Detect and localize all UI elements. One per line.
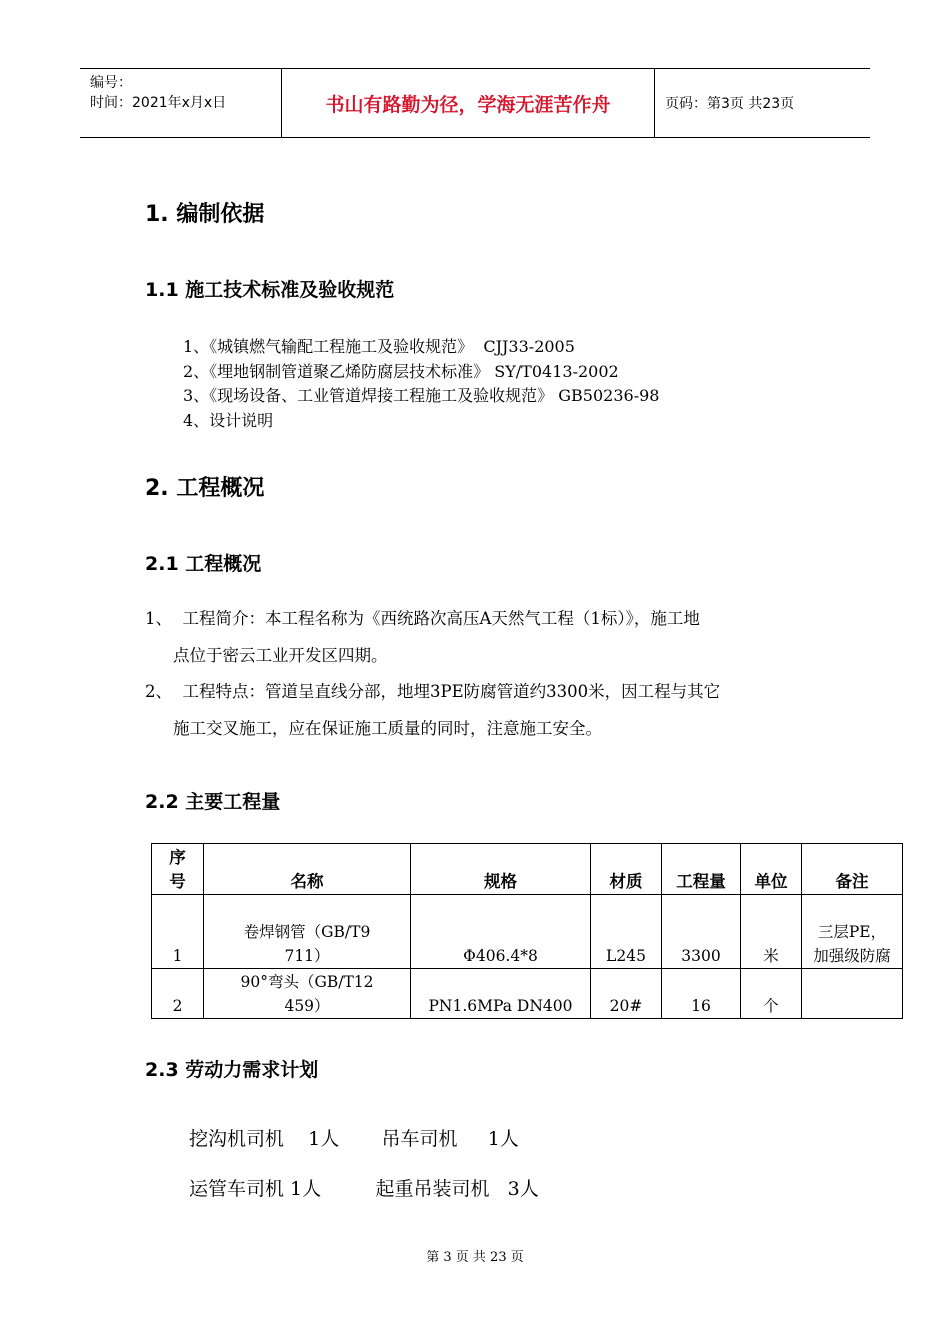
table-header-cell: 材质	[591, 844, 662, 895]
table-cell: 20#	[591, 969, 662, 1019]
labor-row: 运管车司机 1人 起重吊装司机 3人	[189, 1178, 539, 1200]
number-label: 编号：	[90, 75, 132, 91]
table-header-cell: 名称	[204, 844, 411, 895]
table-cell: 三层PE，加强级防腐	[802, 895, 903, 969]
time-label: 时间：2021年x月x日	[90, 95, 227, 111]
table-cell: 16	[662, 969, 741, 1019]
section-2-2-title: 2.2 主要工程量	[145, 791, 281, 813]
section-1-title: 1. 编制依据	[145, 202, 265, 227]
paragraph-line: 1、 工程简介：本工程名称为《西统路次高压A天然气工程（1标）》，施工地	[145, 609, 700, 628]
table-cell: 米	[741, 895, 802, 969]
list-item: 1、《城镇燃气输配工程施工及验收规范》 CJJ33-2005	[183, 337, 575, 356]
table-cell: 卷焊钢管（GB/T9711）	[204, 895, 411, 969]
table-header-cell: 单位	[741, 844, 802, 895]
project-intro-paragraph	[145, 600, 825, 674]
standards-list	[183, 335, 659, 433]
header-page-info: 页码：第3页 共23页	[665, 96, 795, 112]
list-item: 3、《现场设备、工业管道焊接工程施工及验收规范》 GB50236-98	[183, 386, 660, 405]
header-motto: 书山有路勤为径，学海无涯苦作舟	[282, 69, 655, 137]
table-cell: Φ406.4*8	[411, 895, 591, 969]
table-cell: 3300	[662, 895, 741, 969]
list-item: 2、《埋地钢制管道聚乙烯防腐层技术标准》 SY/T0413-2002	[183, 361, 619, 381]
table-header-cell: 备注	[802, 844, 903, 895]
table-row	[152, 969, 903, 1019]
project-features-paragraph	[145, 673, 825, 747]
table-cell: 2	[152, 969, 204, 1019]
paragraph-line: 施工交叉施工，应在保证施工质量的同时，注意施工安全。	[173, 719, 602, 738]
table-cell: 1	[152, 895, 204, 969]
table-cell: 90°弯头（GB/T12459）	[204, 969, 411, 1019]
table-row	[152, 895, 903, 969]
section-2-3-title: 2.3 劳动力需求计划	[145, 1059, 319, 1081]
table-cell: L245	[591, 895, 662, 969]
table-cell	[802, 969, 903, 1019]
table-header-cell: 规格	[411, 844, 591, 895]
list-item: 4、设计说明	[183, 410, 274, 430]
quantity-table	[151, 843, 903, 1019]
table-cell: PN1.6MPa DN400	[411, 969, 591, 1019]
page-header	[80, 68, 870, 138]
header-meta	[80, 69, 282, 137]
table-header-cell: 序号	[152, 844, 204, 895]
section-2-1-title: 2.1 工程概况	[145, 553, 262, 575]
table-header-row	[152, 844, 903, 895]
section-2-title: 2. 工程概况	[145, 476, 265, 501]
page-footer: 第 3 页 共 23 页	[426, 1250, 524, 1265]
section-1-1-title: 1.1 施工技术标准及验收规范	[145, 279, 395, 301]
table-header-cell: 工程量	[662, 844, 741, 895]
paragraph-line: 2、 工程特点：管道呈直线分部，地埋3PE防腐管道约3300米，因工程与其它	[145, 682, 721, 701]
labor-row: 挖沟机司机 1人 吊车司机 1人	[189, 1128, 519, 1150]
paragraph-line: 点位于密云工业开发区四期。	[173, 646, 388, 665]
table-cell: 个	[741, 969, 802, 1019]
